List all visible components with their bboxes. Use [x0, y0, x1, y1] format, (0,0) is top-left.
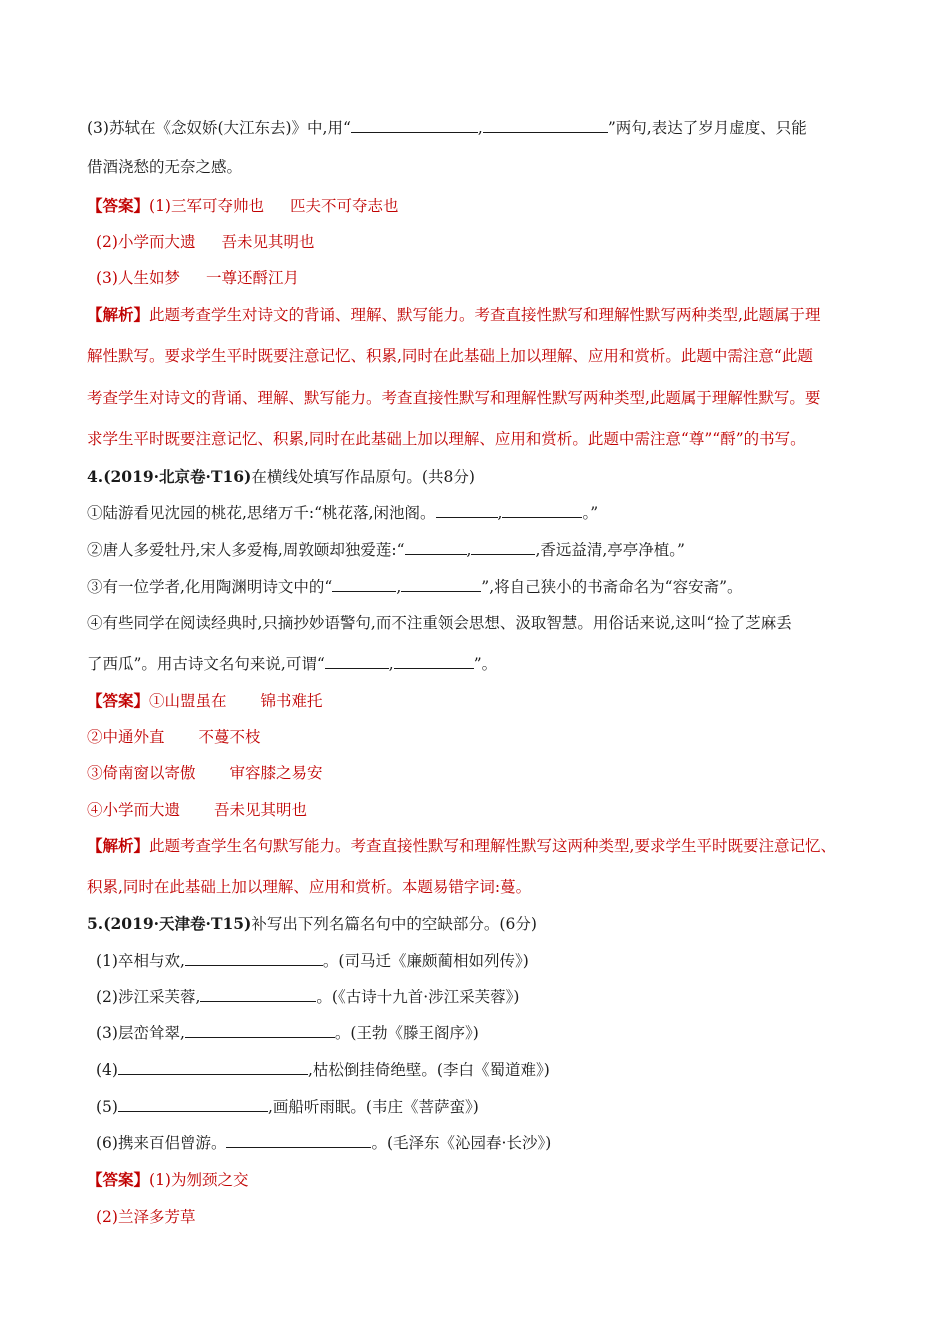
- answer-4-line-4: ④小学而大遗 吾未见其明也: [87, 801, 308, 819]
- analysis-3-line-2: 解性默写。要求学生平时既要注意记忆、积累,同时在此基础上加以理解、应用和赏析。此题中需注意“此题: [87, 347, 813, 365]
- question-source: (2019·天津卷·T15): [103, 914, 252, 933]
- analysis-3-line-4: 求学生平时既要注意记忆、积累,同时在此基础上加以理解、应用和赏析。此题中需注意“尊”“酹”的书写。: [87, 430, 806, 448]
- blank-line: [325, 653, 389, 669]
- answer-5-line-2: (2)兰泽多芳草: [96, 1208, 196, 1226]
- analysis-3-line-3: 考查学生对诗文的背诵、理解、默写能力。考查直接性默写和理解性默写两种类型,此题属于理解性默写。要: [87, 389, 821, 407]
- answer-3-line-2: [96, 231, 890, 253]
- question-5-item-1: (1)卒相与欢, 。(司马迁《廉颇蔺相如列传》): [96, 952, 529, 970]
- question-5-item-5: (5) ,画船听雨眠。(韦庄《菩萨蛮》): [96, 1098, 479, 1116]
- blank-line: [401, 576, 481, 592]
- question-text: ,: [477, 119, 483, 137]
- analysis-4-line-2: 积累,同时在此基础上加以理解、应用和赏析。本题易错字词:蔓。: [87, 878, 532, 896]
- question-4-item-1: ①陆游看见沈园的桃花,思绪万千:“桃花落,闲池阁。 , 。”: [87, 504, 599, 522]
- question-4-item-3: ③有一位学者,化用陶渊明诗文中的“ , ”,将自己狭小的书斋命名为“容安斋”。: [87, 578, 743, 596]
- question-4-header: [87, 466, 890, 488]
- analysis-4-line-1: 【解析】此题考查学生名句默写能力。考查直接性默写和理解性默写这两种类型,要求学生平时既要注意记忆、: [87, 836, 836, 855]
- analysis-3-line-1: [87, 304, 890, 326]
- answer-4-line-1: 【答案】①山盟虽在 锦书难托: [87, 691, 323, 710]
- answer-5-line-1: 【答案】(1)为刎颈之交: [87, 1170, 249, 1189]
- blank-line: [200, 986, 316, 1002]
- question-5-item-2: (2)涉江采芙蓉, 。(《古诗十九首·涉江采芙蓉》): [96, 988, 520, 1006]
- blank-line: [332, 576, 396, 592]
- analysis-tag: 【解析】: [87, 305, 150, 324]
- answer-text: 一尊还酹江月: [205, 269, 299, 287]
- blank-line: [405, 539, 467, 555]
- question-4-item-4-line-2: 了西瓜”。用古诗文名句来说,可谓“ , ”。: [87, 655, 498, 673]
- answer-tag: 【答案】: [87, 1170, 150, 1189]
- question-4-item-2: ②唐人多爱牡丹,宋人多爱梅,周敦颐却独爱莲:“ , ,香远益清,亭亭净植。”: [87, 541, 685, 559]
- question-3-3-line-1: [87, 117, 890, 139]
- answer-text: (3)人生如梦: [96, 269, 180, 287]
- blank-line: [118, 1059, 308, 1075]
- blank-line: [118, 1096, 268, 1112]
- answer-tag: 【答案】: [87, 691, 150, 710]
- blank-line: [502, 502, 582, 518]
- answer-4-line-2: ②中通外直 不蔓不枝: [87, 728, 261, 746]
- answer-text: 匹夫不可夺志也: [289, 197, 399, 215]
- blank-line: [394, 653, 474, 669]
- analysis-text: 此题考查学生对诗文的背诵、理解、默写能力。考查直接性默写和理解性默写两种类型,此题属于理: [149, 306, 821, 324]
- question-5-item-6: (6)携来百侣曾游。 。(毛泽东《沁园春·长沙》): [96, 1134, 552, 1152]
- answer-text: (1)三军可夺帅也: [149, 197, 264, 215]
- answer-3-line-1: [87, 195, 890, 217]
- answer-text: (2)小学而大遗: [96, 233, 196, 251]
- blank-line: [351, 117, 478, 133]
- question-5-item-4: (4) ,枯松倒挂倚绝壁。(李白《蜀道难》): [96, 1061, 550, 1079]
- blank-line: [436, 502, 498, 518]
- question-5-header: [87, 913, 890, 935]
- blank-line: [185, 1022, 335, 1038]
- blank-line: [226, 1132, 371, 1148]
- blank-line: [483, 117, 608, 133]
- answer-tag: 【答案】: [87, 196, 150, 215]
- question-stem: 在横线处填写作品原句。(共8分): [251, 468, 475, 486]
- question-number: 5.: [87, 914, 104, 933]
- question-5-item-3: (3)层峦耸翠, 。(王勃《滕王阁序》): [96, 1024, 479, 1042]
- analysis-tag: 【解析】: [87, 836, 150, 855]
- question-stem: 补写出下列名篇名句中的空缺部分。(6分): [251, 915, 537, 933]
- question-text: ”两句,表达了岁月虚度、只能: [607, 119, 807, 137]
- answer-4-line-3: ③倚南窗以寄傲 审容膝之易安: [87, 764, 323, 782]
- answer-text: 吾未见其明也: [221, 233, 315, 251]
- question-3-3-line-2: 借酒浇愁的无奈之感。: [87, 158, 243, 176]
- question-number: 4.: [87, 467, 104, 486]
- blank-line: [471, 539, 535, 555]
- blank-line: [185, 950, 323, 966]
- answer-3-line-3: [96, 267, 890, 289]
- question-text: (3)苏轼在《念奴娇(大江东去)》中,用“: [87, 119, 351, 137]
- question-source: (2019·北京卷·T16): [103, 467, 252, 486]
- question-4-item-4-line-1: ④有些同学在阅读经典时,只摘抄妙语警句,而不注重领会思想、汲取智慧。用俗话来说,这叫“捡了芝麻丢: [87, 614, 792, 632]
